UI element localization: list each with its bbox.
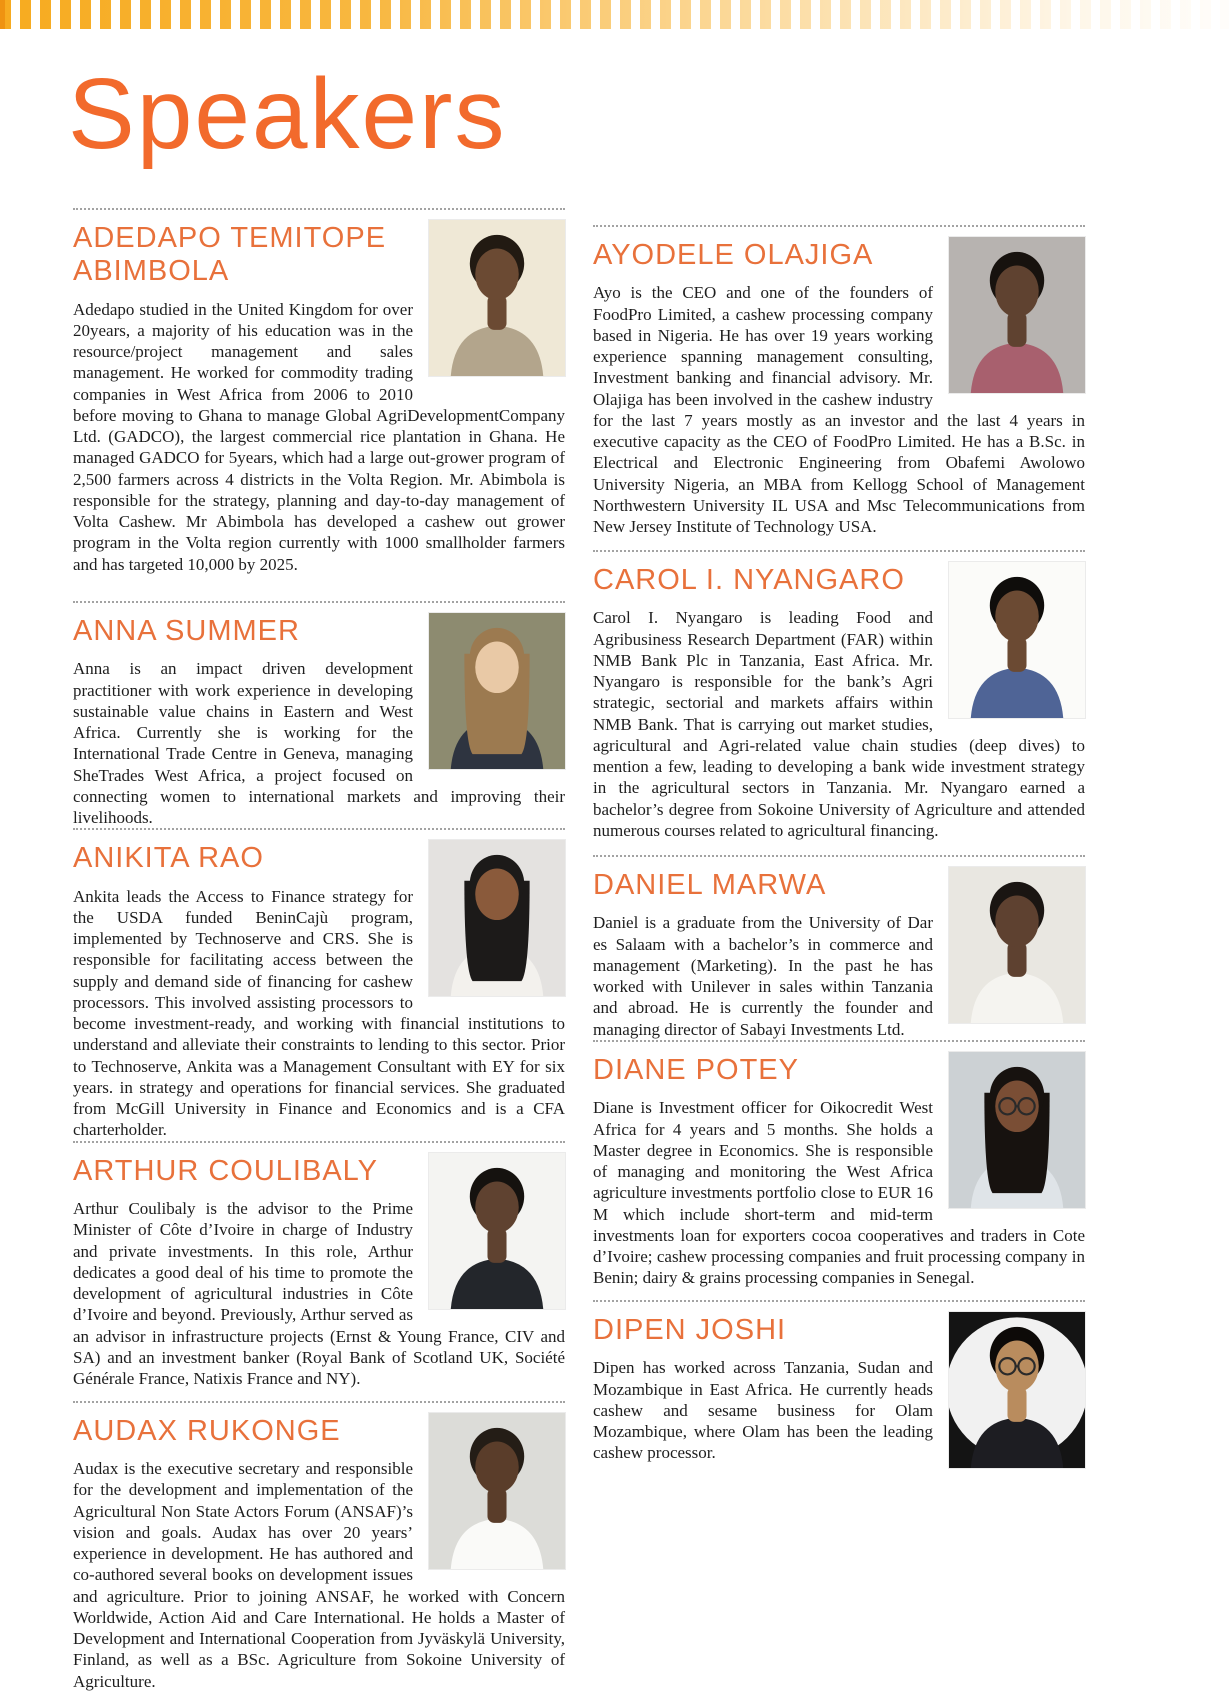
speaker-photo xyxy=(949,867,1085,1023)
speaker-photo xyxy=(429,1413,565,1569)
speaker-name: ARTHUR COULIBALY xyxy=(73,1154,378,1187)
speaker-bio: Arthur Coulibaly is the advisor to the Prime Minister of Côte d’Ivoire in charge of Industry and private investments. In this role, Arthur dedicates a good deal of his time to promote the development of agricultural industries in Côte d’Ivoire and beyond. Previously, Arthur served as an advisor in infrastructure projects (Ernst & Young France, CIV and SA) and an investment banker (Royal Bank of Scotland UK, Société Générale France, Natixis France and NY). xyxy=(73,1199,565,1389)
speaker-name: AUDAX RUKONGE xyxy=(73,1414,341,1447)
speaker-name: ADEDAPO TEMITOPE ABIMBOLA xyxy=(73,222,387,288)
portrait-silhouette-icon xyxy=(429,1413,565,1569)
portrait-silhouette-icon xyxy=(429,840,565,996)
left-column xyxy=(73,208,565,1701)
speaker-name: CAROL I. NYANGARO xyxy=(593,564,905,596)
speaker-bio: Dipen has worked across Tanzania, Sudan and Mozambique in East Africa. He currently heads cashew and sesame business for Olam Mozambique, where Olam has been the leading cashew processor. xyxy=(593,1358,933,1463)
speaker-section xyxy=(593,855,1085,1040)
speaker-bio: Diane is Investment officer for Oikocredit West Africa for 4 years and 5 months. She holds a Master degree in Economics. She is responsible of managing and monitoring the West Africa agriculture investments portfolio close to EUR 16 M which include short-term and mid-term investments loan for exporters cocoa cooperatives and traders in Cote d’Ivoire; cashew processing companies and fruit processing company in Benin; dairy & grains processing companies in Senegal. xyxy=(593,1098,1085,1288)
speaker-bio: Ayo is the CEO and one of the founders of FoodPro Limited, a cashew processing company based in Nigeria. He has over 19 years working experience spanning management consulting, Investment banking and financial advisory. Mr. Olajiga has been involved in the cashew industry for the last 7 years mostly as an investor and the last 4 years in executive capacity as the CEO of FoodPro Limited. He has a B.Sc. in Electrical and Electronic Engineering from Obafemi Awolowo University Nigeria, an MBA from Kellogg School of Management Northwestern University IL USA and Msc Telecommunications from New Jersey Institute of Technology USA. xyxy=(593,283,1085,537)
speaker-photo xyxy=(429,1153,565,1309)
speaker-photo xyxy=(429,840,565,996)
speaker-bio: Daniel is a graduate from the University of Dar es Salaam with a bachelor’s in commerce and management (Marketing). In the past he has worked with Unilever in sales within Tanzania and abroad. He is currently the founder and managing director of Sabayi Investments Ltd. xyxy=(593,913,933,1039)
speaker-section xyxy=(593,1040,1085,1300)
stripe-left-accent xyxy=(0,0,5,29)
speaker-section xyxy=(73,1401,565,1701)
speaker-name: DIPEN JOSHI xyxy=(593,1314,787,1346)
portrait-silhouette-icon xyxy=(429,1153,565,1309)
speaker-section xyxy=(593,550,1085,855)
speaker-bio: Audax is the executive secretary and responsible for the development and implementation of the Agricultural Non State Actors Forum (ANSAF)’s vision and goals. Audax has over 20 years’ experience in development. He has authored and co-authored several books on development issues and agriculture. Prior to joining ANSAF, he worked with Concern Worldwide, Action Aid and Care International. He holds a Master of Development and International Cooperation from Jyväskylä University, Finland, as well as a BSc. Agriculture from Sokoine University of Agriculture. xyxy=(73,1459,565,1691)
speaker-photo xyxy=(429,613,565,769)
speaker-name: ANNA SUMMER xyxy=(73,615,300,647)
speaker-name: ANIKITA RAO xyxy=(73,842,264,875)
portrait-silhouette-icon xyxy=(949,1312,1085,1468)
speaker-section xyxy=(73,1141,565,1401)
portrait-silhouette-icon xyxy=(429,220,565,376)
speaker-photo xyxy=(949,1052,1085,1208)
speaker-section xyxy=(73,828,565,1140)
speaker-section xyxy=(593,1300,1085,1530)
speaker-bio: Anna is an impact driven development practitioner with work experience in developing sustainable value chains in Eastern and West Africa. Currently she is working for the International Trade Centre in Geneva, managing SheTrades West Africa, a project focused on connecting women to international markets and improving their livelihoods. xyxy=(73,659,565,828)
speaker-name: AYODELE OLAJIGA xyxy=(593,239,874,271)
portrait-silhouette-icon xyxy=(949,867,1085,1023)
speaker-bio: Ankita leads the Access to Finance strategy for the USDA funded BeninCajù program, implemented by Technoserve and CRS. She is responsible for facilitating access between the supply and demand side of financing for cashew processors. This involved assisting processors to become investment-ready, and working with financial institutions to understand and alleviate their constraints to lending to this sector. Prior to Technoserve, Ankita was a Management Consultant with EY for six years. in strategy and operations for financial services. She graduated from McGill University in Finance and Economics and is a CFA charterholder. xyxy=(73,886,565,1140)
speaker-section xyxy=(73,208,565,601)
right-column xyxy=(593,225,1085,1530)
portrait-silhouette-icon xyxy=(949,562,1085,718)
speaker-section xyxy=(593,225,1085,550)
speaker-bio: Carol I. Nyangaro is leading Food and Agribusiness Research Department (FAR) within NMB Bank Plc in Tanzania, East Africa. Mr. Nyangaro is responsible for the bank’s Agri strategic, sectorial and markets affairs within NMB Bank. That is carrying out market studies, agricultural and Agri-related value chain studies (deep dives) to mention a few, leading to developing a bank wide investment strategy in the agricultural sectors in Tanzania. Mr. Nyangaro earned a bachelor’s degree from Sokoine University of Agriculture and attended numerous courses related to agricultural financing. xyxy=(593,608,1085,840)
portrait-silhouette-icon xyxy=(949,1052,1085,1208)
portrait-silhouette-icon xyxy=(429,613,565,769)
speaker-name: DIANE POTEY xyxy=(593,1054,799,1086)
speaker-bio: Adedapo studied in the United Kingdom for over 20years, a majority of his education was in the resource/project management and sales management. He worked for commodity trading companies in West Africa from 2006 to 2010 before moving to Ghana to manage Global AgriDevelopmentCompany Ltd. (GADCO), the largest commercial rice plantation in Ghana. He managed GADCO for 5years, which had a large out-grower program of 2,500 farmers across 4 districts in the Volta Region. Mr. Abimbola is responsible for the strategy, planning and day-to-day management of Volta Cashew. Mr Abimbola has developed a cashew out grower program in the Volta region currently with 1000 smallholder farmers and has targeted 10,000 by 2025. xyxy=(73,299,565,574)
speaker-photo xyxy=(429,220,565,376)
speaker-photo xyxy=(949,1312,1085,1468)
speaker-photo xyxy=(949,562,1085,718)
portrait-silhouette-icon xyxy=(949,237,1085,393)
speaker-photo xyxy=(949,237,1085,393)
stripe-fade-overlay xyxy=(0,0,1229,29)
speaker-section xyxy=(73,601,565,828)
top-stripe-bar xyxy=(0,0,1229,29)
speaker-name: DANIEL MARWA xyxy=(593,869,827,901)
page-title: Speakers xyxy=(68,58,507,170)
